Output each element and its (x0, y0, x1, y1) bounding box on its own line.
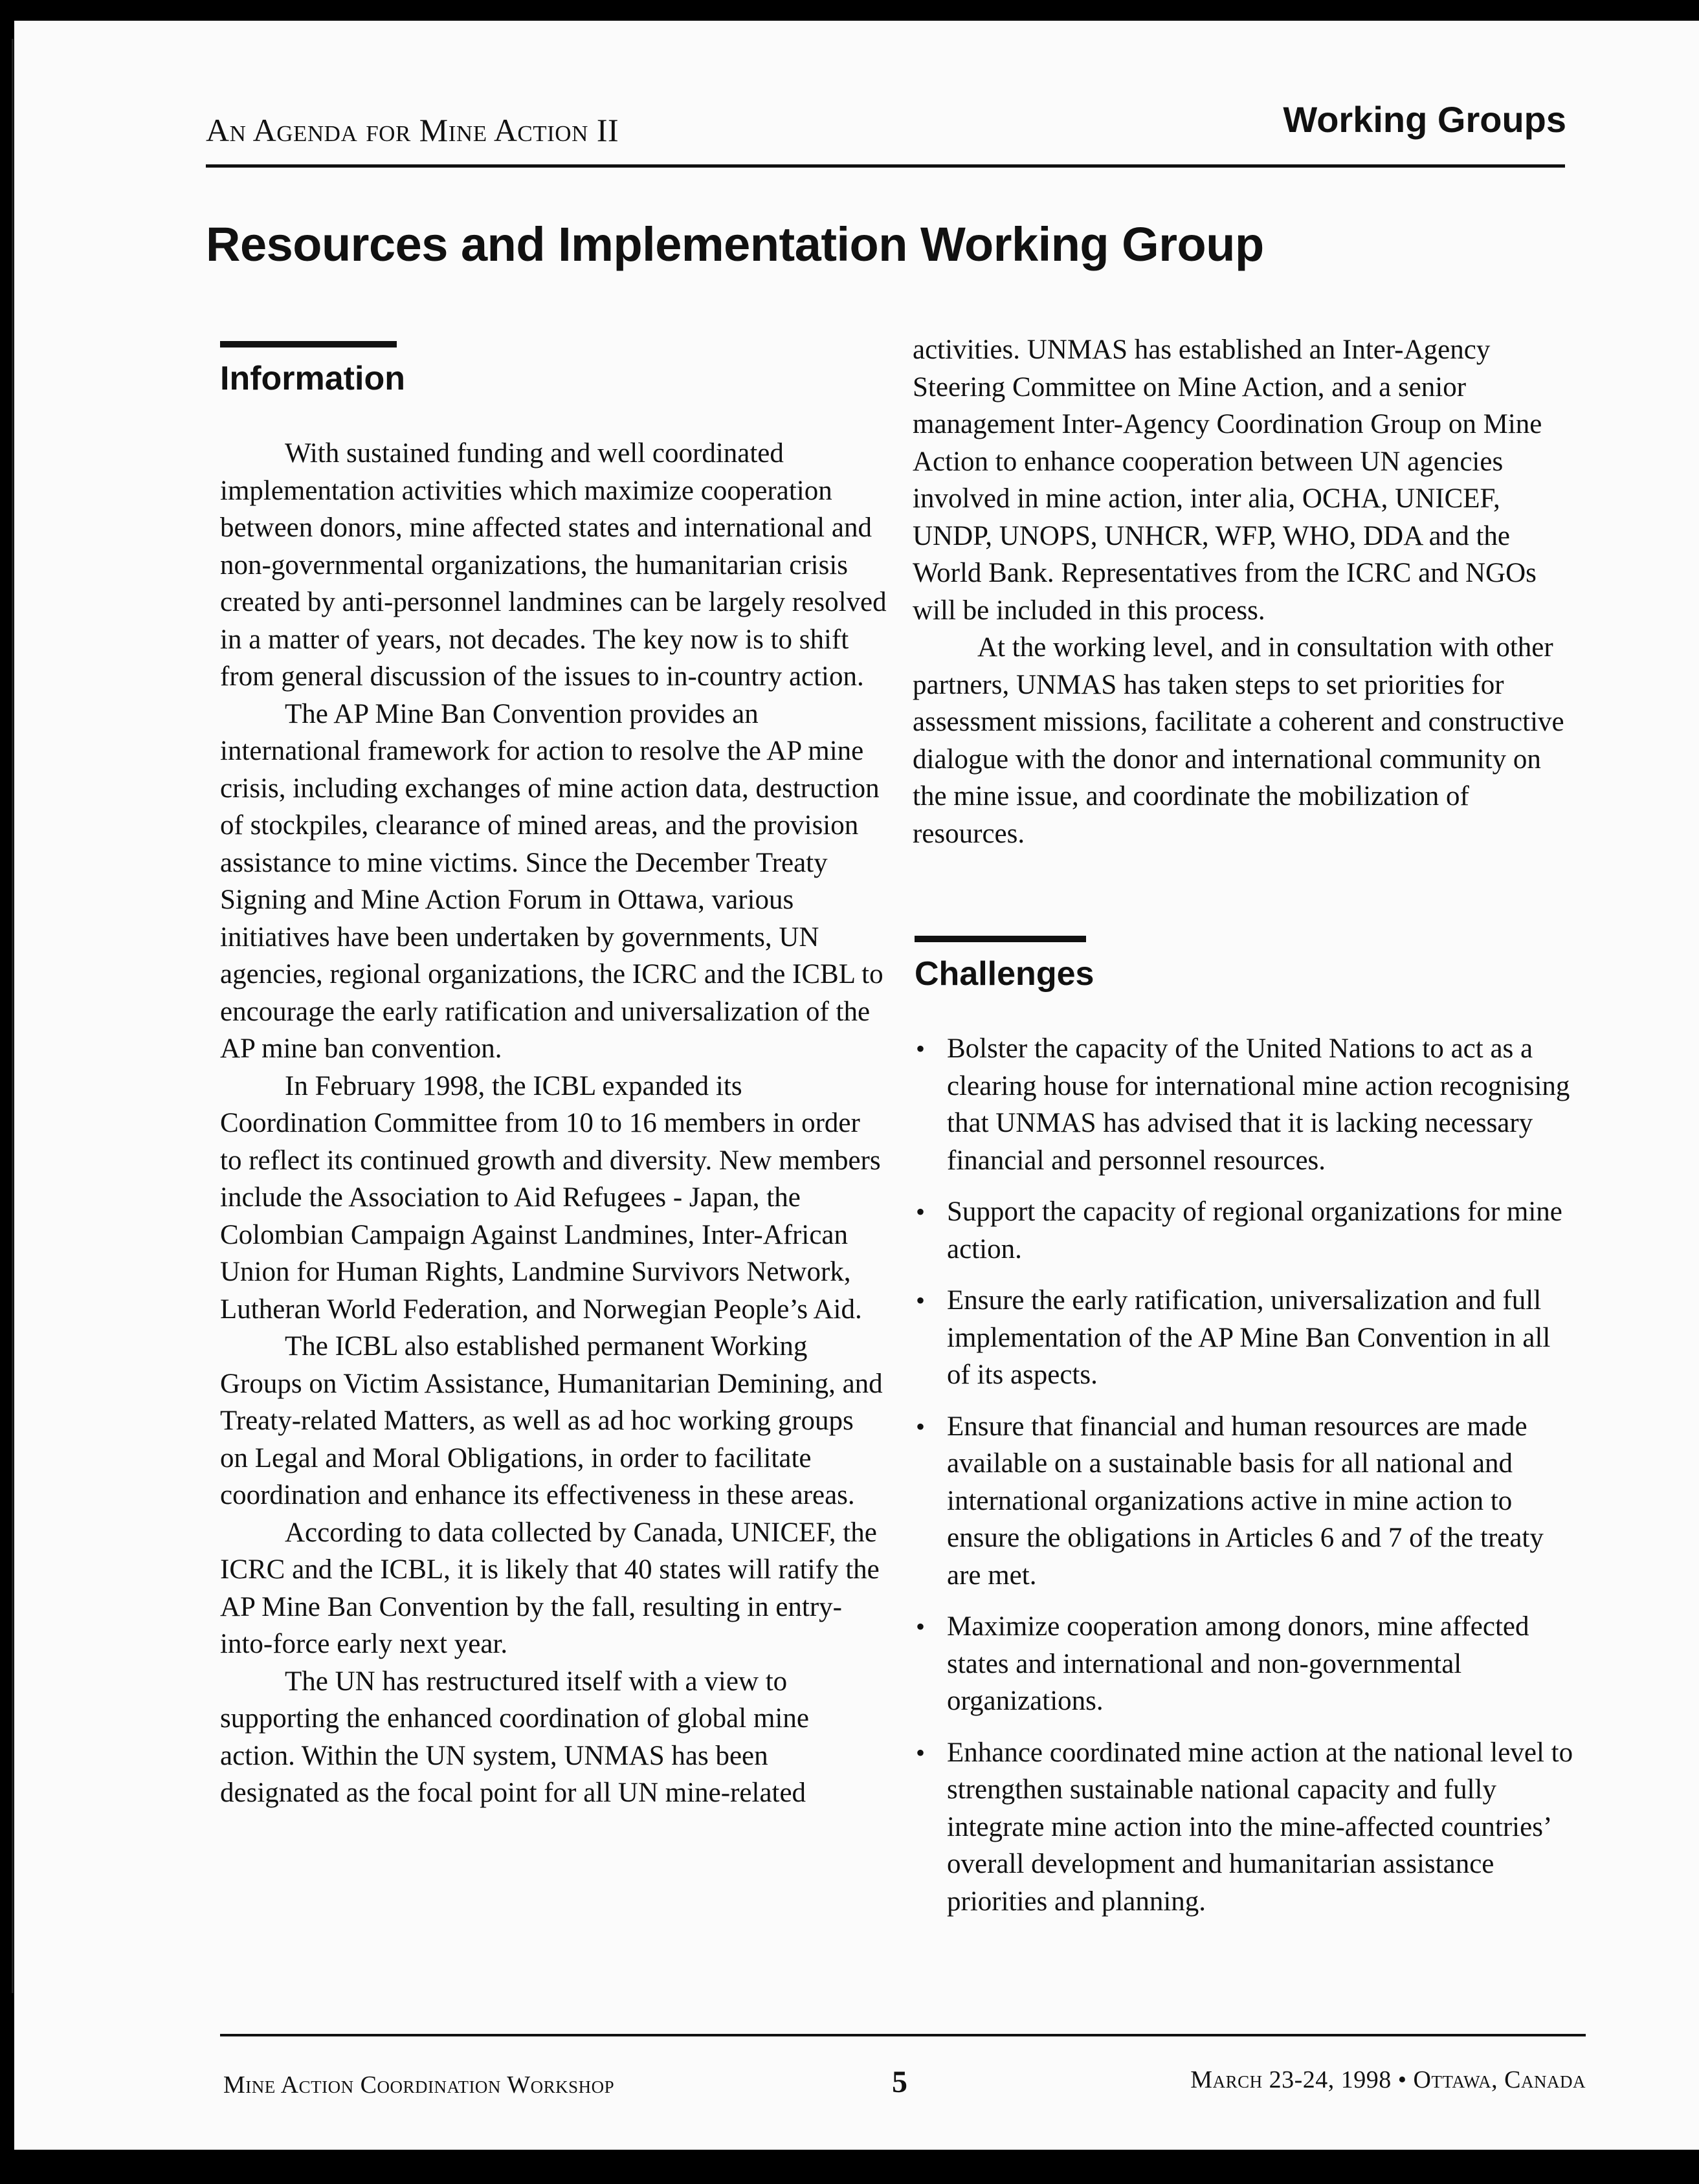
list-item-text: Ensure that financial and human resources are made available on a sustainable basis for all national and international organizations active in mine action to ensure the obligations in Articles 6 and 7 of the treaty are met. (947, 1411, 1544, 1591)
running-header-section: Working Groups (1283, 99, 1566, 140)
paragraph: According to data collected by Canada, UNICEF, the ICRC and the ICBL, it is likely that 40 states will ratify the AP Mine Ban Convention by the fall, resulting in entry-into-force early next year. (220, 1517, 880, 1659)
information-body (220, 435, 887, 1812)
paragraph: With sustained funding and well coordinated implementation activities which maximize cooperation between donors, mine affected states and international and non-governmental organizations, the humanitarian crisis created by anti-personnel landmines can be largely resolved in a matter of years, not decades. The key now is to shift from general discussion of the issues to in-country action. (220, 438, 887, 692)
bullet-icon: • (916, 1411, 926, 1441)
list-item (915, 1408, 1575, 1594)
list-item (915, 1734, 1575, 1921)
page-title: Resources and Implementation Working Group (206, 217, 1264, 271)
running-header-series: An Agenda for Mine Action II (206, 112, 619, 148)
paragraph: In February 1998, the ICBL expanded its Coordination Committee from 10 to 16 members in order to reflect its continued growth and diversity. New members include the Association to Aid Refugees - Japan, the Colombian Campaign Against Landmines, Inter-African Union for Human Rights, Landmine Survivors Network, Lutheran World Federation, and Norwegian People’s Aid. (220, 1070, 881, 1325)
challenges-heading-bar (915, 936, 1086, 942)
bullet-icon: • (916, 1197, 926, 1226)
information-body-continued (913, 331, 1566, 852)
paragraph: The ICBL also established permanent Working Groups on Victim Assistance, Humanitarian Demining, and Treaty-related Matters, as well as ad hoc working groups on Legal and Moral Obligations, in order to facilitate coordination and enhance its effectiveness in these areas. (220, 1331, 883, 1510)
paragraph: At the working level, and in consultation with other partners, UNMAS has taken steps to set priorities for assessment missions, facilitate a coherent and constructive dialogue with the donor and international community on the mine issue, and coordinate the mobilization of resources. (913, 632, 1564, 849)
list-item-text: Support the capacity of regional organizations for mine action. (947, 1197, 1562, 1264)
bullet-icon: • (916, 1612, 926, 1641)
footer-date-location: March 23-24, 1998 • Ottawa, Canada (1190, 2066, 1586, 2093)
information-heading: Information (220, 360, 405, 397)
header-rule (206, 164, 1565, 168)
scan-edge-line (12, 39, 14, 1993)
challenges-list (915, 1030, 1575, 1934)
footer-workshop-name: Mine Action Coordination Workshop (223, 2071, 615, 2099)
paragraph: The UN has restructured itself with a view to supporting the enhanced coordination of global mine action. Within the UN system, UNMAS has been designated as the focal point for all UN mine-related (220, 1666, 809, 1808)
bullet-icon: • (916, 1034, 926, 1063)
list-item (915, 1030, 1575, 1179)
list-item (915, 1282, 1575, 1394)
bullet-icon: • (916, 1737, 926, 1767)
footer-rule (220, 2034, 1586, 2036)
list-item-text: Maximize cooperation among donors, mine affected states and international and non-governmental organizations. (947, 1611, 1529, 1716)
list-item (915, 1608, 1575, 1720)
page-number: 5 (892, 2065, 907, 2099)
challenges-heading: Challenges (915, 955, 1094, 993)
paragraph: activities. UNMAS has established an Inter-Agency Steering Committee on Mine Action, and a senior management Inter-Agency Coordination Group on Mine Action to enhance cooperation between UN agencies involved in mine action, inter alia, OCHA, UNICEF, UNDP, UNOPS, UNHCR, WFP, WHO, DDA and the World Bank. Representatives from the ICRC and NGOs will be included in this process. (913, 335, 1542, 626)
list-item-text: Ensure the early ratification, universalization and full implementation of the AP Mine Ban Convention in all of its aspects. (947, 1285, 1551, 1390)
list-item (915, 1193, 1575, 1268)
list-item-text: Bolster the capacity of the United Nations to act as a clearing house for international mine action recognising that UNMAS has advised that it is lacking necessary financial and personnel resources. (947, 1033, 1570, 1176)
list-item-text: Enhance coordinated mine action at the national level to strengthen sustainable national capacity and fully integrate mine action into the mine-affected countries’ overall development and humanitarian assistance priorities and planning. (947, 1737, 1573, 1917)
bullet-icon: • (916, 1286, 926, 1315)
information-heading-bar (220, 341, 397, 347)
paragraph: The AP Mine Ban Convention provides an international framework for action to resolve the AP mine crisis, including exchanges of mine action data, destruction of stockpiles, clearance of mined areas, and the provision assistance to mine victims. Since the December Treaty Signing and Mine Action Forum in Ottawa, various initiatives have been undertaken by governments, UN agencies, regional organizations, the ICRC and the ICBL to encourage the early ratification and universalization of the AP mine ban convention. (220, 698, 883, 1064)
